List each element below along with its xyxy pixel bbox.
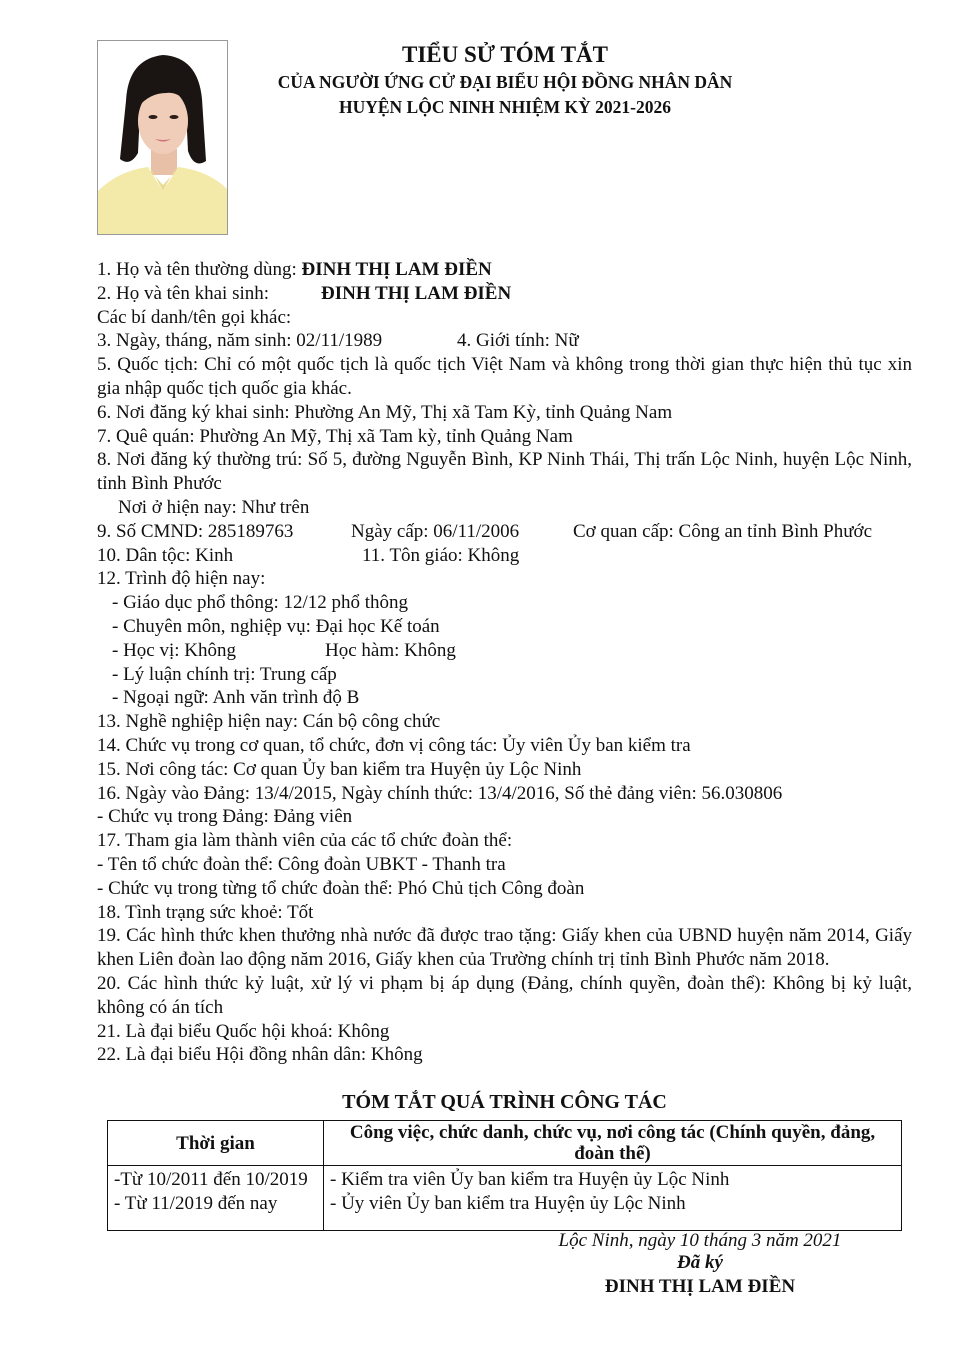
field-education-heading: 12. Trình độ hiện nay:: [97, 568, 266, 590]
field-organizations-heading: 17. Tham gia làm thành viên của các tổ chức đoàn thể:: [97, 830, 513, 852]
field-workplace: 15. Nơi công tác: Cơ quan Ủy ban kiểm tra Huyện ủy Lộc Ninh: [97, 758, 582, 780]
field-hometown: 7. Quê quán: Phường An Mỹ, Thị xã Tam kỳ, tỉnh Quảng Nam: [97, 425, 573, 447]
field-permanent-residence: 8. Nơi đăng ký thường trú: Số 5, đường Nguyễn Bình, KP Ninh Thái, Thị trấn Lộc Ninh, huyện Lộc Ninh, tỉnh Bình Phước: [97, 449, 912, 495]
field-organization-name: - Tên tổ chức đoàn thể: Công đoàn UBKT - Thanh tra: [97, 853, 506, 875]
field-specialty: - Chuyên môn, nghiệp vụ: Đại học Kế toán: [112, 615, 440, 637]
work-history-title: TÓM TẮT QUÁ TRÌNH CÔNG TÁC: [342, 1091, 667, 1113]
field-health: 18. Tình trạng sức khoẻ: Tốt: [97, 901, 314, 923]
field-nationality: 5. Quốc tịch: Chỉ có một quốc tịch là quốc tịch Việt Nam và không trong thời gian thực hiện thủ tục xin gia nhập quốc tịch quốc gia khác.: [97, 354, 912, 399]
field-party-membership: 16. Ngày vào Đảng: 13/4/2015, Ngày chính thức: 13/4/2016, Số thẻ đảng viên: 56.030806: [97, 782, 783, 804]
field-peoples-council: 22. Là đại biểu Hội đồng nhân dân: Không: [97, 1044, 423, 1066]
field-occupation: 13. Nghề nghiệp hiện nay: Cán bộ công chức: [97, 711, 441, 733]
field-party-position: - Chức vụ trong Đảng: Đảng viên: [97, 806, 353, 828]
field-common-name: 1. Họ và tên thường dùng: ĐINH THỊ LAM ĐIỀN: [97, 259, 492, 280]
portrait-photo-icon: [98, 41, 228, 235]
field-foreign-language: - Ngoại ngữ: Anh văn trình độ B: [112, 687, 360, 709]
document-title: TIỂU SỬ TÓM TẮT: [402, 42, 608, 67]
portrait-photo: [97, 40, 228, 235]
document-subtitle-term: HUYỆN LỘC NINH NHIỆM KỲ 2021-2026: [338, 97, 672, 117]
field-birth-gender: 3. Ngày, tháng, năm sinh: 02/11/1989 4. Giới tính: Nữ: [97, 330, 579, 352]
table-row: [108, 1166, 902, 1231]
field-alias: Các bí danh/tên gọi khác:: [97, 306, 292, 328]
title-block: [245, 40, 765, 120]
signed-note: Đã ký: [677, 1252, 723, 1273]
work-history-table: [107, 1120, 902, 1231]
field-discipline: 20. Các hình thức kỷ luật, xử lý vi phạm bị áp dụng (Đảng, chính quyền, đoàn thể): Không bị kỷ luật, không có án tích: [97, 972, 912, 1018]
field-position: 14. Chức vụ trong cơ quan, tổ chức, đơn vị công tác: Ủy viên Ủy ban kiểm tra: [97, 734, 691, 756]
common-name-value: ĐINH THỊ LAM ĐIỀN: [301, 259, 492, 280]
field-degree-title: - Học vị: Không Học hàm: Không: [112, 639, 456, 661]
field-national-assembly: 21. Là đại biểu Quốc hội khoá: Không: [97, 1020, 390, 1042]
field-political-theory: - Lý luận chính trị: Trung cấp: [112, 663, 337, 685]
signer-name: ĐINH THỊ LAM ĐIỀN: [604, 1276, 796, 1297]
signature-block: [520, 1230, 880, 1298]
field-birth-name: 2. Họ và tên khai sinh: ĐINH THỊ LAM ĐIỀN: [97, 282, 512, 304]
birth-name-value: ĐINH THỊ LAM ĐIỀN: [321, 282, 512, 304]
table-header-row: [108, 1121, 902, 1166]
column-header-job: Công việc, chức danh, chức vụ, nơi công tác (Chính quyền, đảng, đoàn thể): [324, 1121, 902, 1166]
job-cell: - Kiểm tra viên Ủy ban kiểm tra Huyện ủy Lộc Ninh - Ủy viên Ủy ban kiểm tra Huyện ủy Lộc Ninh: [324, 1166, 902, 1231]
field-id-card: 9. Số CMND: 285189763 Ngày cấp: 06/11/2006 Cơ quan cấp: Công an tỉnh Bình Phước: [97, 520, 873, 542]
field-awards: 19. Các hình thức khen thưởng nhà nước đã được trao tặng: Giấy khen của UBND huyện năm 2014, Giấy khen Liên đoàn lao động năm 2016, Giấy khen của Trường chính trị tỉnh Bình Phước năm 2018.: [97, 925, 912, 971]
field-current-residence: Nơi ở hiện nay: Như trên: [118, 496, 310, 518]
field-general-education: - Giáo dục phổ thông: 12/12 phổ thông: [112, 592, 409, 614]
time-cell: -Từ 10/2011 đến 10/2019 - Từ 11/2019 đến nay: [108, 1166, 324, 1231]
biography-content: [97, 258, 912, 1067]
field-birth-registration: 6. Nơi đăng ký khai sinh: Phường An Mỹ, Thị xã Tam Kỳ, tỉnh Quảng Nam: [97, 401, 673, 423]
document-subtitle: CỦA NGƯỜI ỨNG CỬ ĐẠI BIỂU HỘI ĐỒNG NHÂN DÂN: [277, 72, 733, 92]
signature-date: Lộc Ninh, ngày 10 tháng 3 năm 2021: [558, 1230, 842, 1251]
field-organization-position: - Chức vụ trong từng tổ chức đoàn thể: Phó Chủ tịch Công đoàn: [97, 877, 585, 899]
column-header-time: Thời gian: [108, 1121, 324, 1166]
field-ethnicity-religion: 10. Dân tộc: Kinh 11. Tôn giáo: Không: [97, 544, 520, 566]
